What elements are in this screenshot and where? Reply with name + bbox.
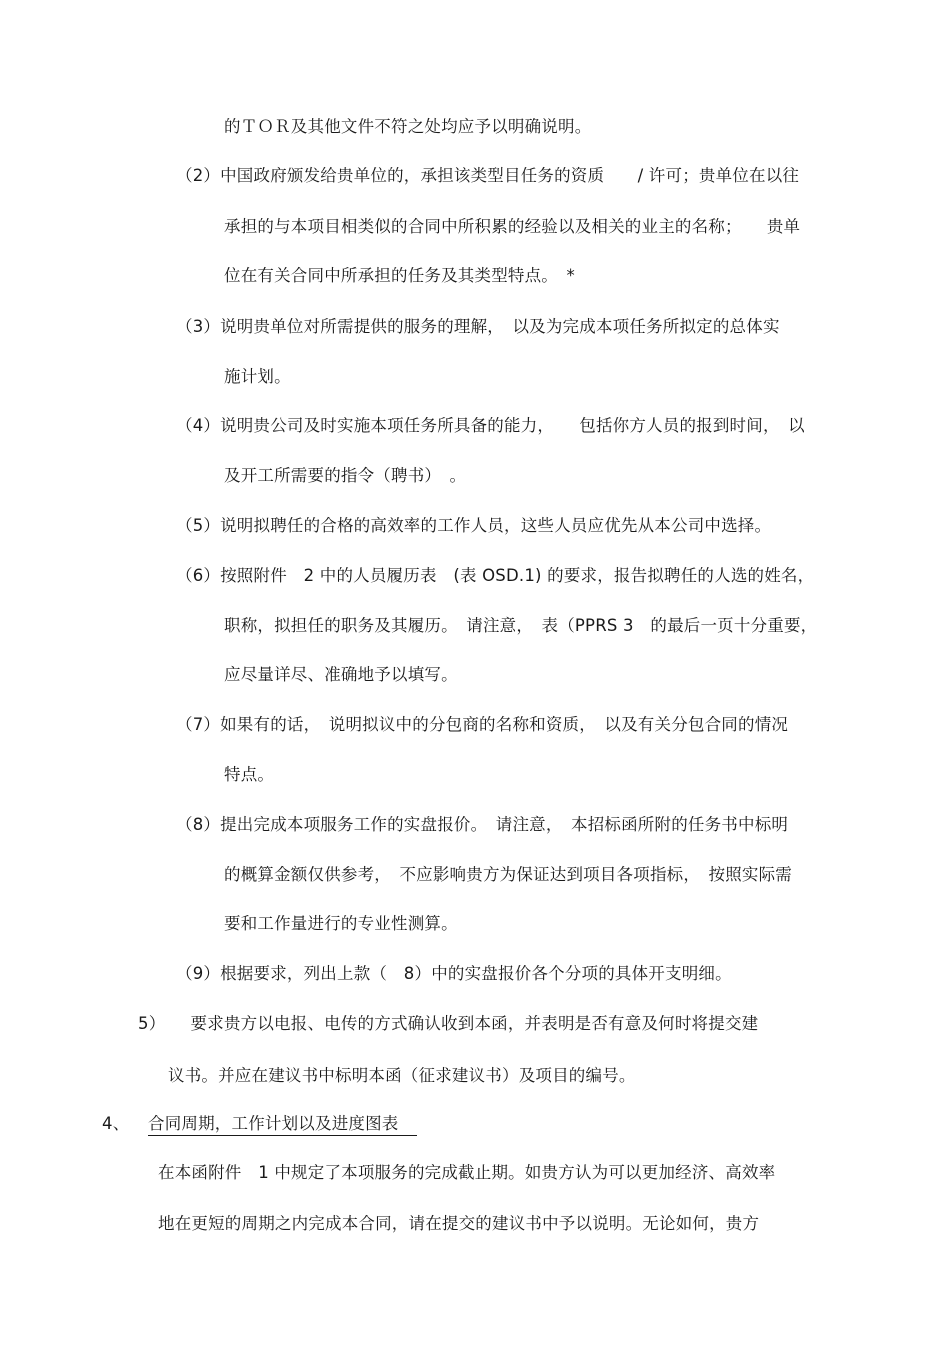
- text-line: 的概算金额仅供参考， 不应影响贵方为保证达到项目各项指标， 按照实际需: [224, 865, 792, 884]
- text-line: （2）中国政府颁发给贵单位的，承担该类型目任务的资质 / 许可；贵单位在以往: [176, 166, 800, 185]
- text-line: （3）说明贵单位对所需提供的服务的理解， 以及为完成本项任务所拟定的总体实: [176, 317, 780, 336]
- text-line: （9）根据要求，列出上款（ 8）中的实盘报价各个分项的具体开支明细。: [176, 964, 732, 983]
- text-line: （5）说明拟聘任的合格的高效率的工作人员，这些人员应优先从本公司中选择。: [176, 516, 772, 535]
- text-line: （4）说明贵公司及时实施本项任务所具备的能力， 包括你方人员的报到时间， 以: [176, 416, 805, 435]
- text-line: 要和工作量进行的专业性测算。: [224, 914, 458, 933]
- text-line: 5） 要求贵方以电报、电传的方式确认收到本函，并表明是否有意及何时将提交建: [138, 1014, 759, 1033]
- text-line: 位在有关合同中所承担的任务及其类型特点。 *: [224, 266, 575, 285]
- section-heading: 合同周期，工作计划以及进度图表: [148, 1113, 417, 1136]
- text-line: （7）如果有的话， 说明拟议中的分包商的名称和资质， 以及有关分包合同的情况: [176, 715, 789, 734]
- text-line: 议书。并应在建议书中标明本函（征求建议书）及项目的编号。: [168, 1066, 636, 1085]
- text-line: 承担的与本项目相类似的合同中所积累的经验以及相关的业主的名称； 贵单: [224, 217, 801, 236]
- text-line: 在本函附件 1 中规定了本项服务的完成截止期。如贵方认为可以更加经济、高效率: [158, 1163, 776, 1182]
- text-line: 施计划。: [224, 367, 291, 386]
- text-line: 的ＴＯＲ及其他文件不符之处均应予以明确说明。: [224, 117, 592, 136]
- text-line: 应尽量详尽、准确地予以填写。: [224, 665, 458, 684]
- text-line: （6）按照附件 2 中的人员履历表 (表 OSD.1) 的要求，报告拟聘任的人选的姓名，: [176, 566, 815, 585]
- text-line: （8）提出完成本项服务工作的实盘报价。 请注意， 本招标函所附的任务书中标明: [176, 815, 789, 834]
- text-line: 及开工所需要的指令（聘书） 。: [224, 466, 467, 485]
- section-number: 4、: [102, 1114, 130, 1133]
- text-line: 特点。: [224, 765, 275, 784]
- text-line: 职称，拟担任的职务及其履历。 请注意， 表（PPRS 3 的最后一页十分重要，: [224, 616, 818, 635]
- text-line: 地在更短的周期之内完成本合同，请在提交的建议书中予以说明。无论如何，贵方: [158, 1214, 760, 1233]
